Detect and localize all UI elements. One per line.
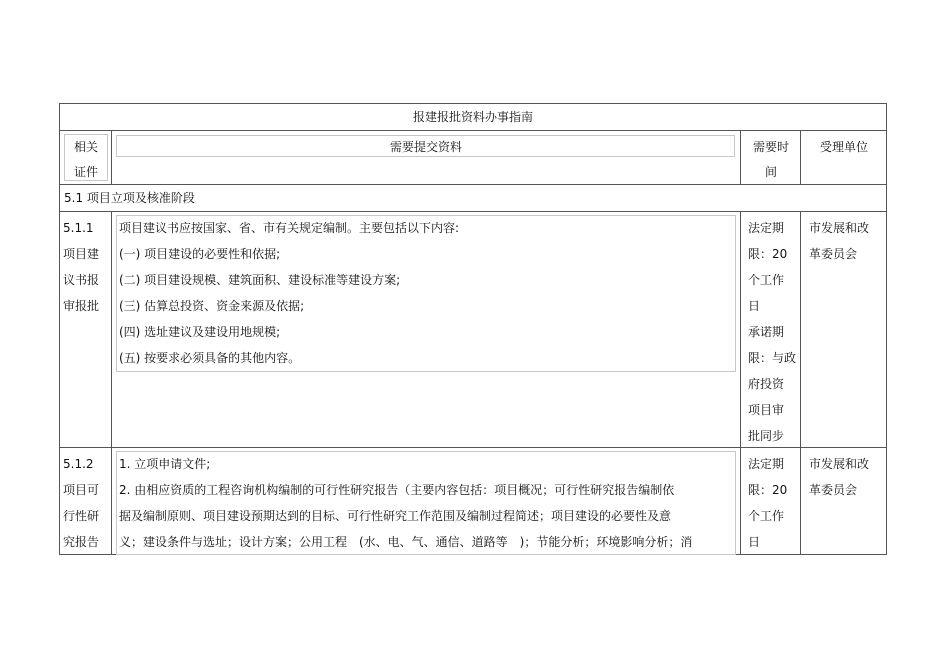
header-related-docs: 相关 证件 [59, 130, 112, 185]
row-materials-cell [111, 447, 741, 555]
section-title: 5.1 项目立项及核准阶段 [64, 191, 195, 205]
material-line: 项目建议书应按国家、省、市有关规定编制。主要包括以下内容: [119, 221, 460, 235]
row-label-cell: 5.1.1 项目建 议书报 审报批 [59, 211, 112, 448]
row-materials-cell [111, 211, 741, 448]
row-label: 5.1.1 [63, 221, 94, 235]
title-cell [59, 103, 887, 131]
header-time: 需要时 间 [740, 130, 801, 185]
row-unit-cell: 市发展和改 革委员会 [800, 211, 887, 448]
row-time-cell: 法定期 限：20 个工作 日 承诺期 限：与政 府投资 项目审 批同步 [740, 211, 801, 448]
row-unit-cell: 市发展和改 革委员会 [800, 447, 887, 555]
table-title: 报建报批资料办事指南 [412, 110, 533, 124]
header-materials: 需要提交资料 [111, 130, 741, 185]
material-line: 据及编制原则、项目建设预期达到的目标、可行性研究工作范围及编制过程简述；项目建设的必要性及意 [119, 509, 672, 523]
material-line: (二) 项目建设规模、建筑面积、建设标准等建设方案; [119, 273, 401, 287]
row-label: 5.1.2 [63, 457, 94, 471]
material-line: 义；建设条件与选址；设计方案；公用工程 (水、电、气、通信、道路等 )；节能分析；环境影响分析；消 [119, 535, 693, 549]
row-time-cell: 法定期 限：20 个工作 日 [740, 447, 801, 555]
guide-table [59, 103, 887, 555]
material-line: (三) 估算总投资、资金来源及依据; [119, 299, 305, 313]
material-line: 2. 由相应资质的工程咨询机构编制的可行性研究报告（主要内容包括：项目概况；可行性研究报告编制依 [119, 483, 675, 497]
material-line: (五) 按要求必须具备的其他内容。 [119, 351, 301, 365]
material-line: 1. 立项申请文件; [119, 457, 211, 471]
material-line: (一) 项目建设的必要性和依据; [119, 247, 281, 261]
material-line: (四) 选址建议及建设用地规模; [119, 325, 281, 339]
row-label-cell: 5.1.2 项目可 行性研 究报告 [59, 447, 112, 555]
header-unit: 受理单位 [800, 130, 887, 185]
section-header [59, 184, 887, 212]
